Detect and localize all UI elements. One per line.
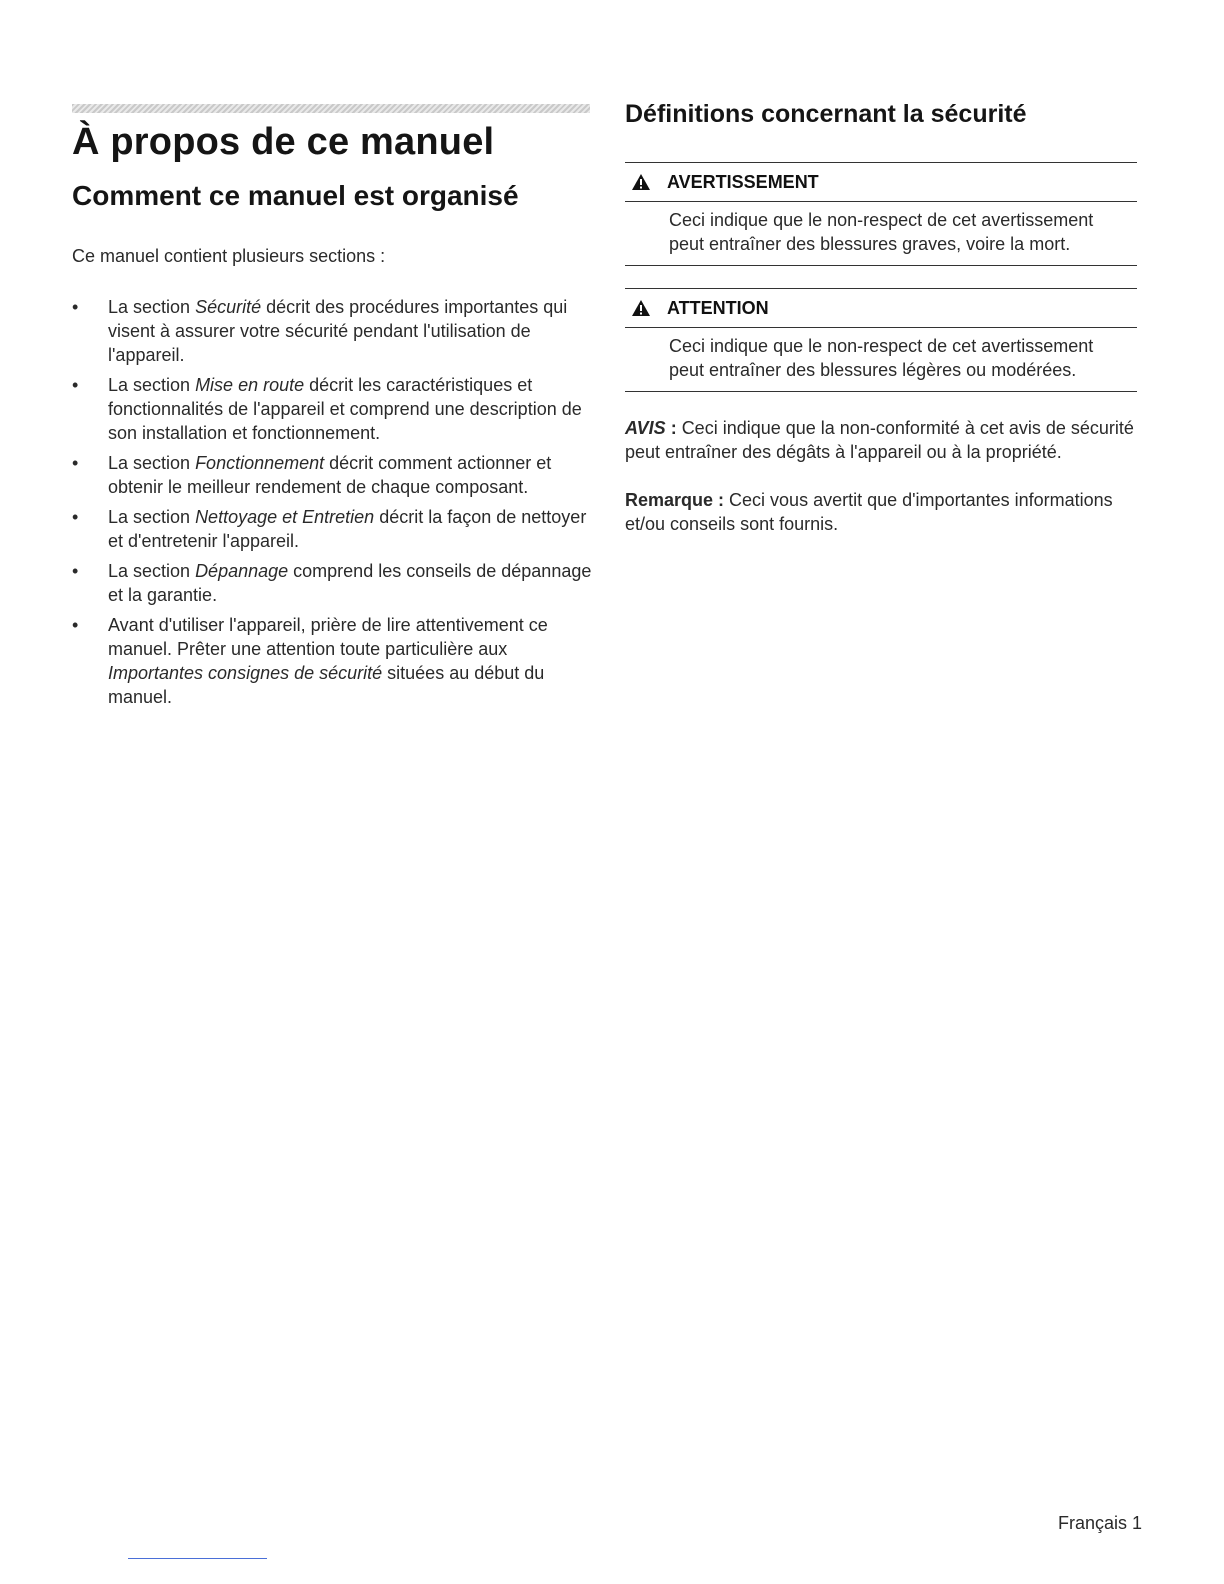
bottom-divider [128, 1558, 267, 1559]
left-column [72, 104, 592, 715]
page-title: À propos de ce manuel [72, 121, 495, 163]
caution-header [625, 289, 1137, 327]
safety-definitions-heading: Définitions concernant la sécurité [625, 100, 1027, 128]
warning-header [625, 163, 1137, 201]
notice-paragraph: AVIS : Ceci indique que la non-conformité à cet avis de sécurité peut entraîner des dégâts à l'appareil ou à la propriété. [625, 418, 1134, 462]
remark-text: Ceci vous avertit que d'importantes informations et/ou conseils sont fournis. [625, 490, 1113, 534]
notice-label: AVIS [625, 418, 666, 438]
caution-label: ATTENTION [667, 297, 769, 318]
bullet-icon: • [72, 561, 79, 581]
page-number: Français 1 [1057, 1513, 1142, 1533]
caution-box [625, 288, 1137, 392]
warning-text: Ceci indique que le non-respect de cet avertissement peut entraîner des blessures graves, voire la mort. [669, 210, 1094, 254]
title-decoration-bar [72, 104, 590, 113]
bullet-icon: • [72, 453, 79, 473]
caution-text: Ceci indique que le non-respect de cet avertissement peut entraîner des blessures légères ou modérées. [669, 336, 1094, 380]
bullet-icon: • [72, 615, 79, 635]
intro-paragraph: Ce manuel contient plusieurs sections : [72, 246, 386, 266]
warning-box [625, 162, 1137, 266]
remark-paragraph: Remarque : Ceci vous avertit que d'importantes informations et/ou conseils sont fournis. [625, 490, 1113, 534]
list-item: • La section Sécurité décrit des procédures importantes qui visent à assurer votre sécurité pendant l'utilisation de l'appareil. [72, 297, 568, 365]
divider [625, 265, 1137, 266]
bullet-icon: • [72, 507, 79, 527]
warning-label: AVERTISSEMENT [667, 171, 819, 192]
list-item: • La section Fonctionnement décrit comment actionner et obtenir le meilleur rendement de chaque composant. [72, 453, 552, 497]
bullet-icon: • [72, 297, 79, 317]
section-heading: Comment ce manuel est organisé [72, 180, 519, 211]
right-column [625, 100, 1137, 536]
list-item: • La section Dépannage comprend les conseils de dépannage et la garantie. [72, 561, 592, 605]
bullet-icon: • [72, 375, 79, 395]
sections-list [72, 295, 592, 709]
remark-label: Remarque [625, 490, 714, 510]
notice-text: Ceci indique que la non-conformité à cet avis de sécurité peut entraîner des dégâts à l'appareil ou à la propriété. [625, 418, 1134, 462]
list-item: • La section Nettoyage et Entretien décrit la façon de nettoyer et d'entretenir l'appareil. [72, 507, 587, 551]
warning-triangle-icon [631, 173, 651, 191]
warning-triangle-icon [631, 299, 651, 317]
list-item: • Avant d'utiliser l'appareil, prière de lire attentivement ce manuel. Prêter une attention toute particulière aux Importantes consignes de sécurité situées au début du manuel. [72, 615, 548, 707]
list-item: • La section Mise en route décrit les caractéristiques et fonctionnalités de l'appareil et comprend une description de son installation et fonctionnement. [72, 375, 582, 443]
divider [625, 391, 1137, 392]
